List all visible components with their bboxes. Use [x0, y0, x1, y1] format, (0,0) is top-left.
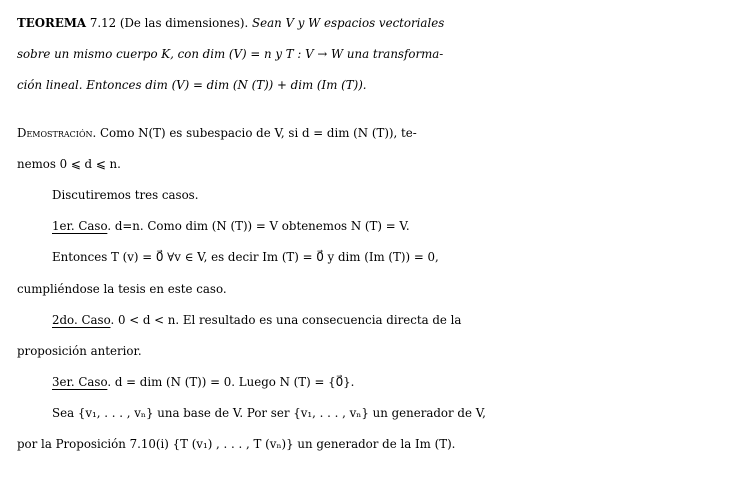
proof-line-3: Discutiremos tres casos.: [52, 187, 199, 202]
case-1-line: [17, 211, 737, 242]
proof-line-6: cumpliéndose la tesis en este caso.: [17, 281, 227, 296]
proof-text-1: Como N(T) es subespacio de V, si d = dim (N (T)), te-: [100, 125, 417, 140]
case-2-text: . 0 < d < n. El resultado es una consecuencia directa de la: [110, 312, 462, 327]
case-3-text: . d = dim (N (T)) = 0. Luego N (T) = {0⃗}.: [107, 375, 355, 390]
document-page: [17, 8, 737, 461]
theorem-line-1: [17, 8, 737, 39]
proof-line-5: Entonces T (v) = 0⃗ ∀v ∈ V, es decir Im (T) = 0⃗ y dim (Im (T)) = 0,: [52, 250, 439, 265]
theorem-number: 7.12: [89, 16, 117, 30]
theorem-title: (De las dimensiones).: [119, 16, 249, 30]
proof-line-8: proposición anterior.: [17, 343, 142, 358]
case-2-label: 2do. Caso: [52, 312, 111, 327]
proof-line-2: nemos 0 ⩽ d ⩽ n.: [17, 156, 121, 171]
proof-label: Demostración.: [17, 125, 97, 140]
case-2-line: [17, 305, 737, 336]
paragraph-gap: [17, 102, 737, 118]
case-1-label: 1er. Caso: [52, 219, 108, 234]
theorem-label: TEOREMA: [17, 16, 87, 30]
proof-line-10: Sea {v₁, . . . , vₙ} una base de V. Por ser {v₁, . . . , vₙ} un generador de V,: [52, 406, 486, 421]
theorem-line-3: ción lineal. Entonces dim (V) = dim (N (T)) + dim (Im (T)).: [17, 78, 367, 93]
case-3-line: [17, 367, 737, 398]
proof-line-1: [17, 118, 737, 149]
theorem-line-2: sobre un mismo cuerpo K, con dim (V) = n y T : V → W una transforma-: [17, 47, 444, 62]
case-3-label: 3er. Caso: [52, 375, 108, 390]
case-1-text: . d=n. Como dim (N (T)) = V obtenemos N (T) = V.: [107, 219, 410, 234]
proof-line-11: por la Proposición 7.10(i) {T (v₁) , . . . , T (vₙ)} un generador de la Im (T).: [17, 437, 456, 452]
theorem-text-1: Sean V y W espacios vectoriales: [252, 16, 445, 30]
